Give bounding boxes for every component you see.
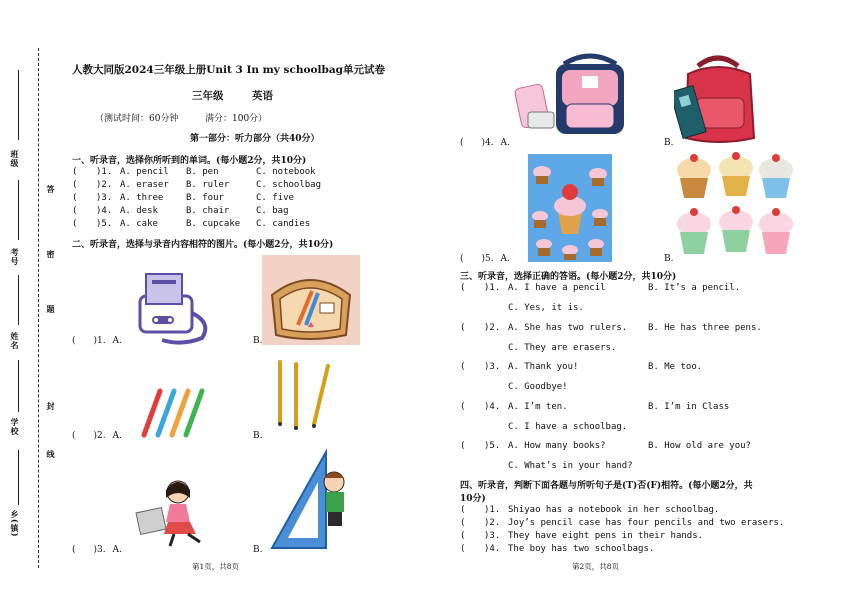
answer-paren: ( bbox=[72, 219, 78, 229]
answer-paren: ( bbox=[460, 362, 466, 372]
question-row: ( )4. A. bbox=[460, 138, 510, 148]
option-a: A. She has two rulers. bbox=[508, 322, 628, 333]
answer-paren: ( bbox=[460, 518, 466, 528]
answer-paren: ( bbox=[72, 167, 78, 177]
question-row: ( )3. A. bbox=[72, 545, 122, 555]
page-footer: 第2页，共8页 bbox=[572, 562, 620, 571]
option-c: C. five bbox=[256, 193, 294, 203]
question-number: )4. bbox=[484, 401, 501, 412]
option-a: A. Thank you! bbox=[508, 362, 579, 372]
answer-paren: ( bbox=[460, 531, 466, 541]
question-number: )1. bbox=[484, 283, 501, 293]
question-number: )1. bbox=[96, 167, 113, 177]
statement-text: They have eight pens in their hands. bbox=[508, 531, 704, 541]
option-c: C. notebook bbox=[256, 167, 316, 177]
subject-label: 英语 bbox=[252, 90, 273, 102]
school-label: 学校 bbox=[10, 418, 20, 436]
pencils-picture bbox=[268, 360, 338, 432]
option-c: C. Goodbye! bbox=[508, 382, 568, 392]
answer-paren: ( bbox=[460, 544, 466, 554]
question-row: ( )5. A. bbox=[460, 254, 510, 264]
option-a: A. three bbox=[120, 193, 164, 203]
class-label: 班级 bbox=[10, 150, 20, 168]
option-b: B. pen bbox=[186, 167, 219, 177]
question-row: ( )2. A. bbox=[72, 431, 122, 441]
girl-with-box-picture bbox=[134, 478, 214, 550]
colored-pencils-picture bbox=[136, 385, 212, 441]
question-number: )2. bbox=[484, 518, 501, 528]
question-number: )3. bbox=[484, 531, 501, 541]
answer-paren: ( bbox=[72, 206, 78, 216]
answer-paren: ( bbox=[72, 193, 78, 203]
answer-paren: ( bbox=[460, 505, 466, 515]
question-number: )5. bbox=[484, 441, 501, 451]
option-a: A. pencil bbox=[120, 167, 169, 177]
option-b: B. ruler bbox=[186, 180, 230, 190]
option-b: B. chair bbox=[186, 206, 230, 216]
pink-schoolbag-picture bbox=[514, 52, 634, 138]
seal-char: 答 bbox=[46, 185, 56, 194]
section-2-title: 二、听录音，选择与录音内容相符的图片。(每小题2分，共10分) bbox=[72, 240, 334, 250]
option-c: C. I have a schoolbag. bbox=[508, 421, 628, 432]
option-c: C. What’s in your hand? bbox=[508, 461, 633, 471]
exam-no-label: 考号 bbox=[10, 248, 20, 266]
option-b: B. Me too. bbox=[648, 362, 703, 372]
seal-char: 题 bbox=[46, 305, 56, 314]
option-a: A. I’m ten. bbox=[508, 401, 568, 412]
answer-paren: ( bbox=[460, 401, 466, 412]
pencil-case-picture bbox=[262, 255, 360, 345]
statement-text: Joy’s pencil case has four pencils and two erasers. bbox=[508, 518, 785, 528]
exam-title: 人教大同版2024三年级上册Unit 3 In my schoolbag单元试卷 bbox=[72, 64, 385, 76]
section-4-title: 四、听录音，判断下面各题与所听句子是(T)否(F)相符。(每小题2分，共 bbox=[460, 481, 753, 491]
question-number: )3. bbox=[96, 193, 113, 203]
statement-text: Shiyao has a notebook in her schoolbag. bbox=[508, 505, 720, 515]
seal-char: 封 bbox=[46, 402, 56, 411]
answer-paren: ( bbox=[460, 441, 466, 451]
option-a: A. I have a pencil bbox=[508, 283, 606, 293]
option-b: B. He has three pens. bbox=[648, 322, 762, 333]
option-b: B. four bbox=[186, 193, 224, 203]
red-schoolbag-picture bbox=[674, 52, 764, 146]
question-row: ( )1. A. bbox=[72, 336, 122, 346]
six-cupcakes-picture bbox=[674, 150, 798, 262]
option-b: B. I’m in Class bbox=[648, 401, 730, 412]
statement-text: The boy has two schoolbags. bbox=[508, 544, 655, 554]
answer-paren: ( bbox=[72, 180, 78, 190]
triangle-ruler-boy-picture bbox=[268, 448, 360, 552]
page-footer: 第1页，共8页 bbox=[192, 562, 240, 571]
option-b: B. How old are you? bbox=[648, 441, 751, 451]
question-number: )4. bbox=[96, 206, 113, 216]
time-info: （测试时间：60分钟 bbox=[95, 114, 179, 124]
question-number: )4. bbox=[484, 544, 501, 554]
section-1-title: 一、听录音，选择你所听到的单词。(每小题2分，共10分) bbox=[72, 156, 307, 166]
option-b: B. It’s a pencil. bbox=[648, 283, 741, 293]
option-b: B. cupcake bbox=[186, 219, 241, 229]
question-number: )2. bbox=[484, 322, 501, 333]
option-a: A. How many books? bbox=[508, 441, 606, 451]
option-c: C. They are erasers. bbox=[508, 342, 617, 353]
option-c: C. Yes, it is. bbox=[508, 303, 584, 313]
seal-char: 线 bbox=[46, 450, 56, 459]
answer-paren: ( bbox=[460, 283, 466, 293]
question-number: )1. bbox=[484, 505, 501, 515]
option-a: A. desk bbox=[120, 206, 158, 216]
answer-paren: ( bbox=[460, 322, 466, 333]
question-number: )5. bbox=[96, 219, 113, 229]
cupcakes-picture bbox=[528, 154, 612, 262]
option-a: A. cake bbox=[120, 219, 158, 229]
grade-label: 三年级 bbox=[192, 90, 224, 102]
option-a: A. eraser bbox=[120, 180, 169, 190]
section-4-title-cont: 10分) bbox=[460, 494, 486, 504]
option-c: C. bag bbox=[256, 206, 289, 216]
seal-line bbox=[38, 48, 39, 568]
option-c: C. candies bbox=[256, 219, 311, 229]
option-c: C. schoolbag bbox=[256, 180, 322, 190]
town-label: 乡(镇) bbox=[10, 510, 20, 538]
section-3-title: 三、听录音，选择正确的答语。(每小题2分，共10分) bbox=[460, 272, 677, 282]
notebook-bag-picture bbox=[132, 268, 214, 346]
question-number: )2. bbox=[96, 180, 113, 190]
question-number: )3. bbox=[484, 362, 501, 372]
seal-char: 密 bbox=[46, 250, 56, 259]
score-info: 满分：100分） bbox=[205, 114, 268, 124]
name-label: 姓名 bbox=[10, 332, 20, 350]
part-title: 第一部分：听力部分（共40分） bbox=[190, 134, 320, 144]
